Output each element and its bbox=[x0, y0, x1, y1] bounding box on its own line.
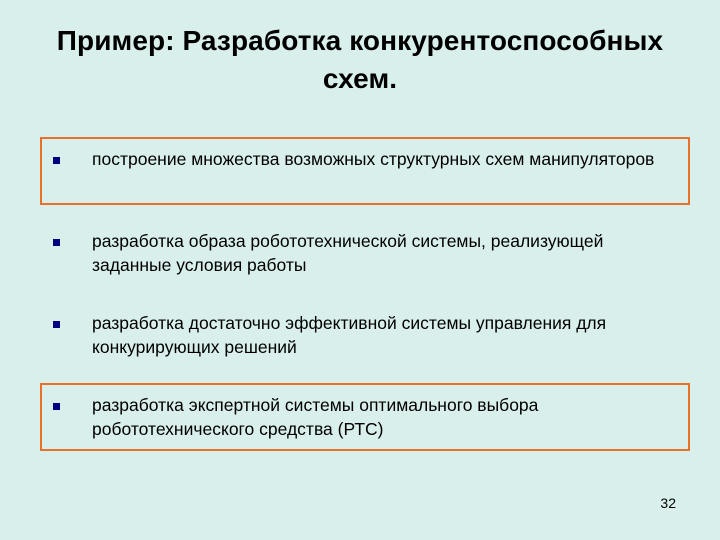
bullet-text: разработка экспертной системы оптимального выбора робототехнического средства (РТС) bbox=[92, 395, 539, 439]
bullet-item-control-system bbox=[40, 301, 690, 369]
bullet-item-structural-schemes bbox=[40, 137, 690, 205]
bullet-text: разработка достаточно эффективной системы управления для конкурирующих решений bbox=[92, 313, 607, 357]
slide-title bbox=[0, 22, 720, 98]
title-line-2: схем. bbox=[322, 63, 398, 94]
square-bullet-icon bbox=[53, 403, 60, 410]
bullet-item-robotic-system bbox=[40, 219, 690, 287]
slide-number: 32 bbox=[660, 495, 676, 511]
square-bullet-icon bbox=[53, 239, 60, 246]
title-line-1: Пример: Разработка конкурентоспособных bbox=[56, 25, 664, 56]
square-bullet-icon bbox=[53, 321, 60, 328]
square-bullet-icon bbox=[53, 157, 60, 164]
bullet-text: построение множества возможных структурных схем манипуляторов bbox=[92, 149, 655, 169]
bullet-item-expert-system bbox=[40, 383, 690, 451]
bullet-text: разработка образа робототехнической системы, реализующей заданные условия работы bbox=[92, 231, 604, 275]
bullet-list bbox=[40, 137, 690, 465]
